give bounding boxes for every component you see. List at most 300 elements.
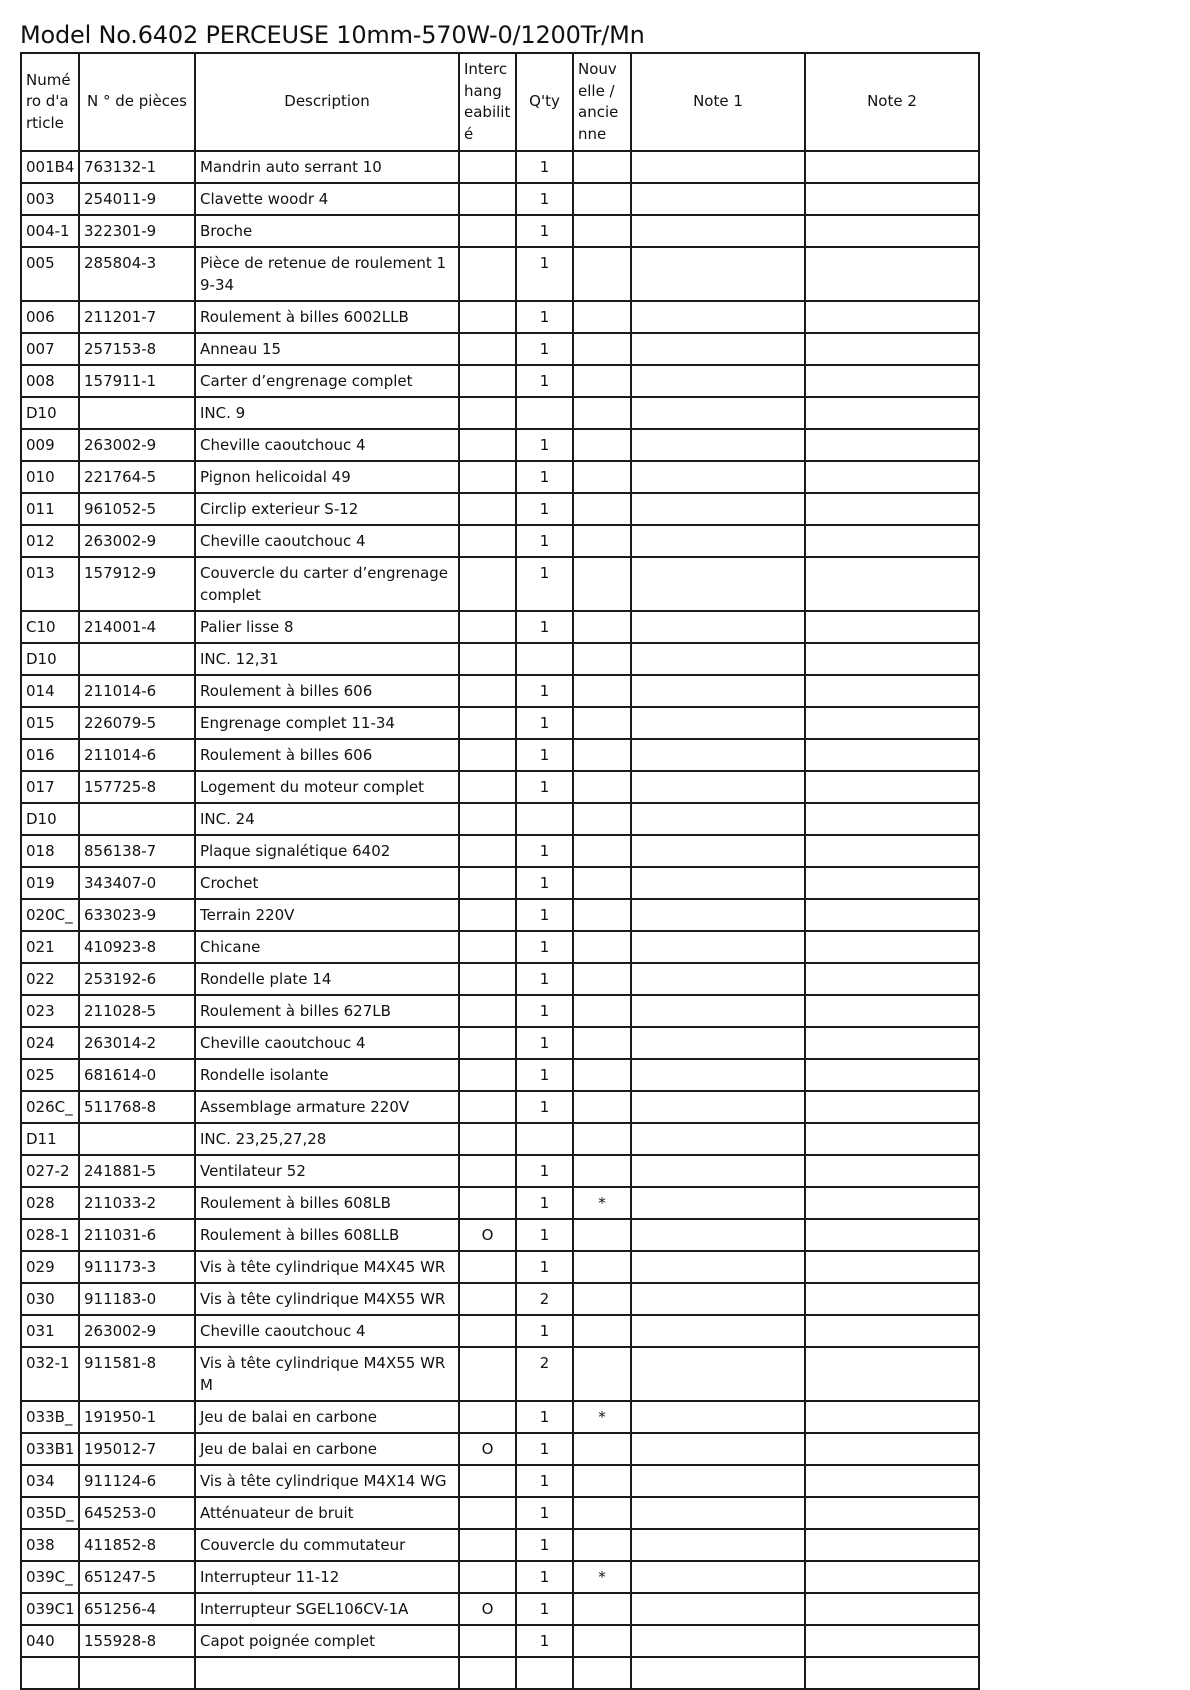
cell-quantity: 1 [516, 1155, 573, 1187]
table-row [21, 365, 979, 397]
cell-quantity: 1 [516, 995, 573, 1027]
cell-quantity: 1 [516, 429, 573, 461]
cell-description: INC. 23,25,27,28 [195, 1123, 459, 1155]
cell-note-1 [631, 1219, 805, 1251]
cell-new-old [573, 611, 631, 643]
cell-note-1 [631, 643, 805, 675]
cell-part-number [79, 397, 195, 429]
cell-description: INC. 9 [195, 397, 459, 429]
header-new-old: Nouv elle / ancie nne [573, 53, 631, 151]
cell-interchangeability [459, 995, 516, 1027]
cell-note-2 [805, 1465, 979, 1497]
table-row [21, 215, 979, 247]
cell-item-number: 022 [21, 963, 79, 995]
cell-note-1 [631, 707, 805, 739]
cell-quantity: 1 [516, 301, 573, 333]
cell-note-1 [631, 557, 805, 611]
cell-quantity: 1 [516, 1059, 573, 1091]
cell-note-2 [805, 1219, 979, 1251]
cell-item-number: 021 [21, 931, 79, 963]
cell-interchangeability [459, 1059, 516, 1091]
cell-quantity: 1 [516, 183, 573, 215]
cell-new-old [573, 1091, 631, 1123]
cell-description: Vis à tête cylindrique M4X45 WR [195, 1251, 459, 1283]
cell-quantity [516, 1123, 573, 1155]
cell-description: Engrenage complet 11-34 [195, 707, 459, 739]
cell-note-1 [631, 771, 805, 803]
cell-description: INC. 24 [195, 803, 459, 835]
cell-note-2 [805, 963, 979, 995]
table-row [21, 1123, 979, 1155]
cell-new-old [573, 365, 631, 397]
cell-part-number: 511768-8 [79, 1091, 195, 1123]
cell-interchangeability [459, 835, 516, 867]
cell-item-number: 023 [21, 995, 79, 1027]
cell-interchangeability: O [459, 1593, 516, 1625]
cell-note-1 [631, 1251, 805, 1283]
cell-quantity: 1 [516, 215, 573, 247]
cell-description: INC. 12,31 [195, 643, 459, 675]
cell-note-2 [805, 557, 979, 611]
cell-part-number: 221764-5 [79, 461, 195, 493]
cell-description: Roulement à billes 6002LLB [195, 301, 459, 333]
header-note-2: Note 2 [805, 53, 979, 151]
cell-note-2 [805, 739, 979, 771]
cell-part-number: 911581-8 [79, 1347, 195, 1401]
header-part-number: N ° de pièces [79, 53, 195, 151]
cell-interchangeability [459, 493, 516, 525]
cell-item-number: 017 [21, 771, 79, 803]
cell-description: Pignon helicoidal 49 [195, 461, 459, 493]
cell-note-1 [631, 1625, 805, 1657]
cell-note-2 [805, 771, 979, 803]
table-row [21, 1625, 979, 1657]
cell-description: Crochet [195, 867, 459, 899]
cell-item-number: D10 [21, 397, 79, 429]
cell-part-number: 911124-6 [79, 1465, 195, 1497]
cell-description: Ventilateur 52 [195, 1155, 459, 1187]
cell-interchangeability [459, 461, 516, 493]
cell-interchangeability [459, 963, 516, 995]
cell-part-number: 157912-9 [79, 557, 195, 611]
cell-note-2 [805, 333, 979, 365]
cell-quantity: 2 [516, 1347, 573, 1401]
cell-quantity: 1 [516, 1561, 573, 1593]
cell-note-1 [631, 1123, 805, 1155]
cell-quantity: 1 [516, 1593, 573, 1625]
cell-interchangeability [459, 333, 516, 365]
cell-new-old [573, 675, 631, 707]
empty-cell [631, 1657, 805, 1689]
table-row [21, 1219, 979, 1251]
cell-note-2 [805, 397, 979, 429]
table-row [21, 675, 979, 707]
cell-note-1 [631, 1027, 805, 1059]
cell-new-old [573, 1059, 631, 1091]
cell-item-number: 033B1 [21, 1433, 79, 1465]
table-row [21, 963, 979, 995]
cell-new-old [573, 461, 631, 493]
cell-note-1 [631, 215, 805, 247]
cell-interchangeability [459, 247, 516, 301]
header-description: Description [195, 53, 459, 151]
cell-item-number: 030 [21, 1283, 79, 1315]
cell-part-number: 633023-9 [79, 899, 195, 931]
cell-description: Capot poignée complet [195, 1625, 459, 1657]
cell-interchangeability [459, 1251, 516, 1283]
cell-note-2 [805, 1123, 979, 1155]
cell-item-number: 016 [21, 739, 79, 771]
cell-new-old [573, 1529, 631, 1561]
cell-quantity: 1 [516, 739, 573, 771]
cell-note-2 [805, 1433, 979, 1465]
cell-item-number: 038 [21, 1529, 79, 1561]
cell-part-number: 856138-7 [79, 835, 195, 867]
cell-part-number [79, 643, 195, 675]
cell-item-number: 025 [21, 1059, 79, 1091]
cell-description: Cheville caoutchouc 4 [195, 429, 459, 461]
cell-note-1 [631, 1561, 805, 1593]
cell-note-2 [805, 835, 979, 867]
cell-item-number: 006 [21, 301, 79, 333]
cell-description: Terrain 220V [195, 899, 459, 931]
cell-new-old [573, 557, 631, 611]
cell-description: Carter d’engrenage complet [195, 365, 459, 397]
cell-new-old [573, 1465, 631, 1497]
parts-table [20, 52, 980, 1690]
cell-note-1 [631, 1283, 805, 1315]
cell-item-number: 031 [21, 1315, 79, 1347]
cell-note-1 [631, 675, 805, 707]
cell-note-1 [631, 493, 805, 525]
cell-note-2 [805, 611, 979, 643]
cell-part-number: 410923-8 [79, 931, 195, 963]
cell-note-2 [805, 899, 979, 931]
cell-part-number: 211033-2 [79, 1187, 195, 1219]
cell-note-2 [805, 1315, 979, 1347]
cell-interchangeability [459, 1497, 516, 1529]
cell-quantity: 1 [516, 333, 573, 365]
cell-new-old [573, 771, 631, 803]
cell-note-2 [805, 1347, 979, 1401]
cell-note-2 [805, 1401, 979, 1433]
cell-item-number: D10 [21, 643, 79, 675]
table-row [21, 1187, 979, 1219]
cell-new-old [573, 1625, 631, 1657]
cell-description: Pièce de retenue de roulement 1 9-34 [195, 247, 459, 301]
cell-part-number: 411852-8 [79, 1529, 195, 1561]
cell-description: Vis à tête cylindrique M4X55 WR [195, 1283, 459, 1315]
table-row [21, 333, 979, 365]
cell-note-2 [805, 183, 979, 215]
cell-note-1 [631, 525, 805, 557]
cell-interchangeability: O [459, 1219, 516, 1251]
cell-note-2 [805, 1187, 979, 1219]
cell-new-old [573, 183, 631, 215]
cell-note-2 [805, 1059, 979, 1091]
cell-note-2 [805, 1497, 979, 1529]
cell-note-1 [631, 963, 805, 995]
cell-quantity: 1 [516, 1433, 573, 1465]
cell-item-number: 034 [21, 1465, 79, 1497]
cell-quantity: 1 [516, 675, 573, 707]
cell-interchangeability [459, 397, 516, 429]
cell-item-number: 008 [21, 365, 79, 397]
cell-quantity: 1 [516, 1091, 573, 1123]
cell-part-number: 254011-9 [79, 183, 195, 215]
cell-note-1 [631, 995, 805, 1027]
cell-quantity: 1 [516, 1315, 573, 1347]
cell-quantity: 1 [516, 525, 573, 557]
header-quantity: Q'ty [516, 53, 573, 151]
cell-note-1 [631, 1529, 805, 1561]
cell-new-old [573, 397, 631, 429]
cell-new-old [573, 1219, 631, 1251]
cell-note-1 [631, 1315, 805, 1347]
cell-note-1 [631, 461, 805, 493]
empty-cell [79, 1657, 195, 1689]
cell-note-2 [805, 461, 979, 493]
table-row [21, 461, 979, 493]
table-row [21, 1155, 979, 1187]
empty-cell [805, 1657, 979, 1689]
cell-quantity: 1 [516, 247, 573, 301]
cell-note-1 [631, 899, 805, 931]
cell-description: Roulement à billes 627LB [195, 995, 459, 1027]
table-header-row [21, 53, 979, 151]
cell-new-old [573, 429, 631, 461]
table-row [21, 1401, 979, 1433]
cell-new-old [573, 899, 631, 931]
cell-note-2 [805, 1561, 979, 1593]
header-interchangeability: Interc hang eabilit é [459, 53, 516, 151]
table-row [21, 899, 979, 931]
cell-interchangeability [459, 151, 516, 183]
cell-note-1 [631, 1433, 805, 1465]
cell-quantity: 1 [516, 151, 573, 183]
cell-item-number: 018 [21, 835, 79, 867]
cell-note-2 [805, 247, 979, 301]
cell-new-old [573, 1433, 631, 1465]
cell-part-number: 211031-6 [79, 1219, 195, 1251]
cell-note-2 [805, 707, 979, 739]
cell-new-old: * [573, 1187, 631, 1219]
empty-cell [195, 1657, 459, 1689]
cell-note-2 [805, 1529, 979, 1561]
cell-interchangeability [459, 803, 516, 835]
cell-note-1 [631, 611, 805, 643]
cell-part-number: 257153-8 [79, 333, 195, 365]
cell-new-old [573, 867, 631, 899]
table-row [21, 1315, 979, 1347]
cell-interchangeability [459, 1625, 516, 1657]
cell-note-2 [805, 301, 979, 333]
cell-part-number: 211201-7 [79, 301, 195, 333]
cell-part-number: 226079-5 [79, 707, 195, 739]
cell-new-old [573, 215, 631, 247]
table-row [21, 1497, 979, 1529]
cell-note-2 [805, 1251, 979, 1283]
cell-note-2 [805, 931, 979, 963]
cell-note-1 [631, 1187, 805, 1219]
cell-description: Circlip exterieur S-12 [195, 493, 459, 525]
cell-part-number: 263014-2 [79, 1027, 195, 1059]
cell-item-number: 033B_ [21, 1401, 79, 1433]
cell-description: Rondelle isolante [195, 1059, 459, 1091]
cell-note-1 [631, 1059, 805, 1091]
cell-new-old [573, 1251, 631, 1283]
cell-part-number: 263002-9 [79, 525, 195, 557]
cell-note-1 [631, 803, 805, 835]
table-row [21, 931, 979, 963]
table-row [21, 1027, 979, 1059]
empty-cell [459, 1657, 516, 1689]
cell-part-number: 911183-0 [79, 1283, 195, 1315]
cell-description: Jeu de balai en carbone [195, 1401, 459, 1433]
cell-part-number: 157911-1 [79, 365, 195, 397]
cell-note-2 [805, 675, 979, 707]
cell-note-2 [805, 867, 979, 899]
cell-note-1 [631, 1401, 805, 1433]
cell-part-number: 253192-6 [79, 963, 195, 995]
cell-part-number: 211014-6 [79, 675, 195, 707]
cell-note-1 [631, 247, 805, 301]
cell-item-number: D11 [21, 1123, 79, 1155]
table-row [21, 525, 979, 557]
cell-description: Roulement à billes 608LB [195, 1187, 459, 1219]
cell-note-2 [805, 1155, 979, 1187]
cell-item-number: 040 [21, 1625, 79, 1657]
empty-cell [573, 1657, 631, 1689]
cell-note-1 [631, 429, 805, 461]
cell-interchangeability [459, 931, 516, 963]
cell-part-number: 681614-0 [79, 1059, 195, 1091]
empty-cell [21, 1657, 79, 1689]
table-row [21, 557, 979, 611]
cell-description: Plaque signalétique 6402 [195, 835, 459, 867]
cell-part-number: 157725-8 [79, 771, 195, 803]
cell-new-old [573, 643, 631, 675]
cell-interchangeability [459, 1123, 516, 1155]
table-row [21, 429, 979, 461]
cell-part-number: 961052-5 [79, 493, 195, 525]
cell-description: Couvercle du commutateur [195, 1529, 459, 1561]
cell-interchangeability [459, 1091, 516, 1123]
cell-new-old [573, 301, 631, 333]
cell-description: Chicane [195, 931, 459, 963]
cell-note-2 [805, 1283, 979, 1315]
cell-note-1 [631, 333, 805, 365]
table-row [21, 643, 979, 675]
cell-description: Rondelle plate 14 [195, 963, 459, 995]
cell-part-number: 322301-9 [79, 215, 195, 247]
cell-interchangeability [459, 429, 516, 461]
cell-quantity: 1 [516, 771, 573, 803]
cell-new-old [573, 525, 631, 557]
cell-new-old [573, 493, 631, 525]
table-row [21, 771, 979, 803]
cell-quantity: 1 [516, 1497, 573, 1529]
cell-quantity: 1 [516, 611, 573, 643]
cell-new-old [573, 931, 631, 963]
cell-interchangeability [459, 643, 516, 675]
cell-item-number: 014 [21, 675, 79, 707]
cell-part-number: 263002-9 [79, 1315, 195, 1347]
cell-note-2 [805, 151, 979, 183]
cell-note-2 [805, 1091, 979, 1123]
cell-interchangeability [459, 1465, 516, 1497]
cell-interchangeability [459, 215, 516, 247]
cell-interchangeability [459, 899, 516, 931]
table-row [21, 1347, 979, 1401]
table-row [21, 1251, 979, 1283]
cell-part-number: 241881-5 [79, 1155, 195, 1187]
cell-note-2 [805, 995, 979, 1027]
cell-note-1 [631, 835, 805, 867]
cell-description: Interrupteur 11-12 [195, 1561, 459, 1593]
cell-item-number: C10 [21, 611, 79, 643]
cell-part-number: 651247-5 [79, 1561, 195, 1593]
parts-table-body [21, 151, 979, 1689]
table-row [21, 803, 979, 835]
cell-note-1 [631, 1497, 805, 1529]
cell-description: Anneau 15 [195, 333, 459, 365]
cell-quantity: 1 [516, 835, 573, 867]
cell-note-2 [805, 365, 979, 397]
cell-quantity: 1 [516, 1401, 573, 1433]
cell-part-number: 263002-9 [79, 429, 195, 461]
cell-description: Couvercle du carter d’engrenage complet [195, 557, 459, 611]
cell-new-old [573, 151, 631, 183]
table-row [21, 995, 979, 1027]
cell-note-1 [631, 1347, 805, 1401]
cell-new-old [573, 835, 631, 867]
cell-quantity: 2 [516, 1283, 573, 1315]
cell-interchangeability [459, 557, 516, 611]
cell-part-number: 214001-4 [79, 611, 195, 643]
cell-description: Vis à tête cylindrique M4X14 WG [195, 1465, 459, 1497]
cell-interchangeability [459, 1401, 516, 1433]
cell-note-1 [631, 1155, 805, 1187]
cell-description: Broche [195, 215, 459, 247]
cell-quantity: 1 [516, 931, 573, 963]
cell-quantity: 1 [516, 867, 573, 899]
cell-item-number: 024 [21, 1027, 79, 1059]
cell-item-number: 011 [21, 493, 79, 525]
cell-item-number: 026C_ [21, 1091, 79, 1123]
cell-description: Atténuateur de bruit [195, 1497, 459, 1529]
table-row [21, 493, 979, 525]
cell-note-1 [631, 1091, 805, 1123]
cell-item-number: 015 [21, 707, 79, 739]
cell-interchangeability [459, 611, 516, 643]
cell-new-old [573, 1027, 631, 1059]
cell-note-2 [805, 1625, 979, 1657]
empty-cell [516, 1657, 573, 1689]
cell-description: Clavette woodr 4 [195, 183, 459, 215]
table-row [21, 867, 979, 899]
cell-interchangeability [459, 1315, 516, 1347]
table-row [21, 739, 979, 771]
cell-part-number [79, 803, 195, 835]
cell-interchangeability [459, 1155, 516, 1187]
cell-interchangeability [459, 1187, 516, 1219]
cell-quantity: 1 [516, 963, 573, 995]
cell-note-1 [631, 183, 805, 215]
cell-new-old [573, 1123, 631, 1155]
cell-new-old [573, 1347, 631, 1401]
cell-item-number: 004-1 [21, 215, 79, 247]
